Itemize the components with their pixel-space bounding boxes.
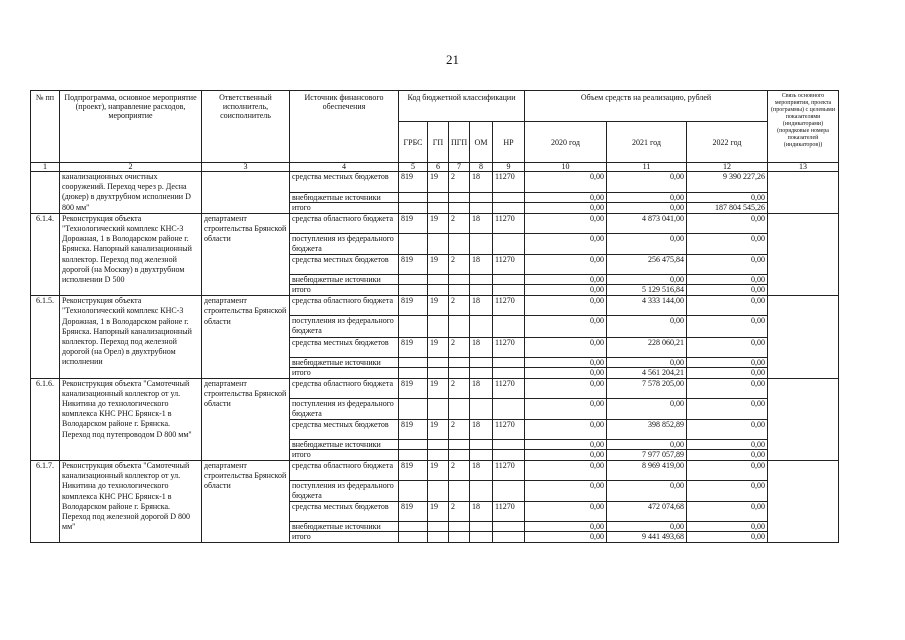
value-2022: 0,00 [687,450,768,461]
table-row [31,172,839,193]
code-empty [399,275,428,285]
source-extra: внебюджетные источники [290,275,399,285]
value-2021: 0,00 [607,192,687,202]
item-name: Реконструкция объекта "Самотечный канализационный коллектор от ул. Никитина до технологического комплекса КНС РНС Брянск-1 в Володарском районе г. Брянска. Переход под железной дорогой D 800 мм" [60,461,202,543]
code-empty [399,285,428,296]
value-2021: 0,00 [607,203,687,213]
value-2022: 0,00 [687,275,768,285]
value-2021: 0,00 [607,316,687,337]
source-federal: поступления из федерального бюджета [290,316,399,337]
value-2022: 0,00 [687,522,768,532]
item-dept [202,172,290,214]
value-2021: 256 475,84 [607,255,687,275]
code-empty [399,367,428,378]
code-empty [449,481,470,502]
value-2022: 0,00 [687,192,768,202]
code-empty [470,440,493,450]
value-2020: 0,00 [525,461,607,481]
code-empty [493,450,525,461]
value-2020: 0,00 [525,450,607,461]
source-federal: поступления из федерального бюджета [290,398,399,419]
code-empty [470,275,493,285]
code-empty [493,398,525,419]
value-2021: 0,00 [607,440,687,450]
code-empty [428,275,449,285]
col-index: 9 [493,163,525,172]
value-2022: 0,00 [687,502,768,522]
code-grbs: 819 [399,255,428,275]
value-2022: 0,00 [687,420,768,440]
code-empty [470,398,493,419]
item-number [31,172,60,214]
code-om: 18 [470,255,493,275]
code-gp: 19 [428,420,449,440]
header-grbs: ГРБС [399,122,428,163]
value-2020: 0,00 [525,275,607,285]
source-total: итого [290,532,399,543]
code-empty [493,233,525,254]
code-np: 11270 [493,337,525,357]
col-index: 8 [470,163,493,172]
code-empty [428,440,449,450]
source-local: средства местных бюджетов [290,172,399,193]
source-local: средства местных бюджетов [290,255,399,275]
value-2021: 8 969 419,00 [607,461,687,481]
code-pgp: 2 [449,172,470,193]
code-np: 11270 [493,420,525,440]
code-empty [428,285,449,296]
code-empty [493,440,525,450]
code-pgp: 2 [449,296,470,316]
value-2020: 0,00 [525,213,607,233]
value-2022: 0,00 [687,398,768,419]
value-2022: 0,00 [687,255,768,275]
value-2020: 0,00 [525,203,607,213]
code-pgp: 2 [449,213,470,233]
code-gp: 19 [428,502,449,522]
code-empty [428,367,449,378]
code-om: 18 [470,213,493,233]
code-empty [428,316,449,337]
value-2020: 0,00 [525,316,607,337]
source-total: итого [290,285,399,296]
code-empty [428,233,449,254]
code-empty [493,367,525,378]
source-local: средства местных бюджетов [290,337,399,357]
code-empty [449,398,470,419]
code-empty [470,285,493,296]
header-om: ОМ [470,122,493,163]
item-dept: департамент строительства Брянской области [202,461,290,543]
col-index: 10 [525,163,607,172]
item-name: Реконструкция объекта "Технологический комплекс КНС-3 Дорожная, 1 в Володарском районе г. Брянска. Напорный канализационный коллектор. Переход под железной дорогой (на Москву) в двухтрубном исполнении D 500 [60,213,202,295]
value-2022: 0,00 [687,316,768,337]
item-dept: департамент строительства Брянской области [202,378,290,460]
code-gp: 19 [428,337,449,357]
value-2022: 187 804 545,26 [687,203,768,213]
col-index: 13 [768,163,839,172]
item-number: 6.1.5. [31,296,60,378]
code-empty [470,367,493,378]
code-om: 18 [470,502,493,522]
source-total: итого [290,367,399,378]
value-2020: 0,00 [525,285,607,296]
value-2022: 0,00 [687,481,768,502]
col-index: 1 [31,163,60,172]
code-empty [470,481,493,502]
source-regional: средства областного бюджета [290,461,399,481]
code-gp: 19 [428,461,449,481]
code-om: 18 [470,337,493,357]
code-empty [470,233,493,254]
header-2022: 2022 год [687,122,768,163]
code-empty [493,357,525,367]
code-np: 11270 [493,502,525,522]
header-2020: 2020 год [525,122,607,163]
header-2021: 2021 год [607,122,687,163]
code-empty [493,522,525,532]
table-row [31,461,839,481]
budget-table [30,90,839,543]
code-empty [449,367,470,378]
code-pgp: 2 [449,255,470,275]
code-empty [449,233,470,254]
value-2021: 0,00 [607,357,687,367]
relation-cell [768,378,839,460]
code-empty [399,450,428,461]
code-gp: 19 [428,255,449,275]
header-subprogram: Подпрограмма, основное мероприятие (проект), направление расходов, мероприятие [60,91,202,163]
value-2021: 398 852,89 [607,420,687,440]
code-om: 18 [470,172,493,193]
value-2021: 5 129 516,84 [607,285,687,296]
code-grbs: 819 [399,502,428,522]
code-empty [428,532,449,543]
code-empty [470,450,493,461]
code-np: 11270 [493,461,525,481]
relation-cell [768,213,839,295]
code-empty [449,522,470,532]
item-dept: департамент строительства Брянской области [202,213,290,295]
col-index: 3 [202,163,290,172]
code-empty [449,440,470,450]
value-2020: 0,00 [525,233,607,254]
code-pgp: 2 [449,378,470,398]
code-empty [493,275,525,285]
code-gp: 19 [428,296,449,316]
col-index: 5 [399,163,428,172]
header-pgp: ПГП [449,122,470,163]
relation-cell [768,296,839,378]
source-extra: внебюджетные источники [290,192,399,202]
value-2021: 472 074,68 [607,502,687,522]
code-empty [470,532,493,543]
col-index: 4 [290,163,399,172]
value-2021: 0,00 [607,481,687,502]
value-2020: 0,00 [525,192,607,202]
value-2021: 9 441 493,68 [607,532,687,543]
source-total: итого [290,203,399,213]
item-number: 6.1.4. [31,213,60,295]
code-empty [449,316,470,337]
code-empty [449,275,470,285]
code-empty [428,357,449,367]
code-om: 18 [470,378,493,398]
value-2022: 0,00 [687,296,768,316]
table-row [31,296,839,316]
source-total: итого [290,450,399,461]
source-extra: внебюджетные источники [290,522,399,532]
code-grbs: 819 [399,172,428,193]
value-2020: 0,00 [525,172,607,193]
value-2021: 4 561 204,21 [607,367,687,378]
code-empty [449,357,470,367]
source-regional: средства областного бюджета [290,378,399,398]
col-index: 2 [60,163,202,172]
header-relation: Связь основного мероприятия, проекта (программы) с целевыми показателями (индикаторами) (порядковые номера показателей (индикаторов)) [768,91,839,163]
code-empty [399,398,428,419]
value-2020: 0,00 [525,357,607,367]
value-2021: 4 873 041,00 [607,213,687,233]
item-number: 6.1.6. [31,378,60,460]
value-2020: 0,00 [525,481,607,502]
source-federal: поступления из федерального бюджета [290,481,399,502]
code-empty [493,532,525,543]
code-np: 11270 [493,213,525,233]
code-empty [399,357,428,367]
table-row [31,378,839,398]
value-2020: 0,00 [525,337,607,357]
value-2022: 0,00 [687,378,768,398]
code-grbs: 819 [399,420,428,440]
code-pgp: 2 [449,337,470,357]
source-local: средства местных бюджетов [290,502,399,522]
code-empty [399,522,428,532]
source-local: средства местных бюджетов [290,420,399,440]
code-empty [428,398,449,419]
source-regional: средства областного бюджета [290,296,399,316]
col-index: 6 [428,163,449,172]
code-np: 11270 [493,255,525,275]
code-empty [399,233,428,254]
value-2020: 0,00 [525,532,607,543]
code-empty [399,316,428,337]
table-row [31,213,839,233]
value-2020: 0,00 [525,378,607,398]
value-2022: 0,00 [687,285,768,296]
code-grbs: 819 [399,213,428,233]
code-empty [470,357,493,367]
header-np: НР [493,122,525,163]
code-gp: 19 [428,172,449,193]
code-empty [449,450,470,461]
value-2021: 0,00 [607,398,687,419]
relation-cell [768,461,839,543]
header-gp: ГП [428,122,449,163]
source-regional: средства областного бюджета [290,213,399,233]
source-extra: внебюджетные источники [290,357,399,367]
value-2020: 0,00 [525,398,607,419]
page-number: 21 [446,52,459,67]
value-2020: 0,00 [525,522,607,532]
value-2021: 0,00 [607,233,687,254]
value-2020: 0,00 [525,440,607,450]
code-empty [428,522,449,532]
code-grbs: 819 [399,296,428,316]
code-empty [399,481,428,502]
item-number: 6.1.7. [31,461,60,543]
header-sources: Источник финансового обеспечения [290,91,399,163]
code-empty [449,285,470,296]
code-gp: 19 [428,378,449,398]
header-num: № пп [31,91,60,163]
source-federal: поступления из федерального бюджета [290,233,399,254]
code-np: 11270 [493,296,525,316]
code-empty [493,316,525,337]
header-responsible: Ответственный исполнитель, соисполнитель [202,91,290,163]
code-om: 18 [470,296,493,316]
item-name: Реконструкция объекта "Технологический комплекс КНС-3 Дорожная, 1 в Володарском районе г. Брянска. Напорный канализационный коллектор. Переход под железной дорогой (на Орел) в двухтрубном исполнении [60,296,202,378]
code-om: 18 [470,420,493,440]
code-empty [449,532,470,543]
code-grbs: 819 [399,461,428,481]
value-2021: 4 333 144,00 [607,296,687,316]
value-2021: 7 977 057,89 [607,450,687,461]
relation-cell [768,172,839,214]
header-volume: Объем средств на реализацию, рублей [525,91,768,122]
value-2021: 0,00 [607,172,687,193]
code-empty [493,481,525,502]
code-grbs: 819 [399,337,428,357]
value-2022: 0,00 [687,461,768,481]
code-np: 11270 [493,378,525,398]
value-2022: 0,00 [687,532,768,543]
code-empty [399,440,428,450]
header-budget-code: Код бюджетной классификации [399,91,525,122]
code-empty [399,532,428,543]
items-body [31,213,839,543]
code-om: 18 [470,461,493,481]
code-empty [470,316,493,337]
code-empty [470,522,493,532]
value-2020: 0,00 [525,296,607,316]
value-2020: 0,00 [525,255,607,275]
value-2021: 0,00 [607,522,687,532]
source-extra: внебюджетные источники [290,440,399,450]
col-index: 12 [687,163,768,172]
value-2022: 0,00 [687,233,768,254]
col-index: 7 [449,163,470,172]
value-2022: 0,00 [687,213,768,233]
item-name: Реконструкция объекта "Самотечный канализационный коллектор от ул. Никитина до технологического комплекса КНС РНС Брянск-1 в Володарском районе г. Брянска. Переход под путепроводом D 800 мм" [60,378,202,460]
value-2022: 0,00 [687,440,768,450]
item-name: канализационных очистных сооружений. Переход через р. Десна (дюкер) в двухтрубном исполнении D 800 мм" [60,172,202,214]
value-2022: 9 390 227,26 [687,172,768,193]
value-2022: 0,00 [687,367,768,378]
code-pgp: 2 [449,420,470,440]
code-empty [493,285,525,296]
value-2022: 0,00 [687,357,768,367]
code-np: 11270 [493,172,525,193]
item-dept: департамент строительства Брянской области [202,296,290,378]
value-2021: 0,00 [607,275,687,285]
value-2021: 7 578 205,00 [607,378,687,398]
code-grbs: 819 [399,378,428,398]
value-2020: 0,00 [525,420,607,440]
code-pgp: 2 [449,461,470,481]
code-empty [428,450,449,461]
code-empty [428,481,449,502]
col-index: 11 [607,163,687,172]
column-index-row [31,163,839,172]
code-gp: 19 [428,213,449,233]
value-2020: 0,00 [525,502,607,522]
value-2020: 0,00 [525,367,607,378]
value-2021: 228 060,21 [607,337,687,357]
code-pgp: 2 [449,502,470,522]
value-2022: 0,00 [687,337,768,357]
